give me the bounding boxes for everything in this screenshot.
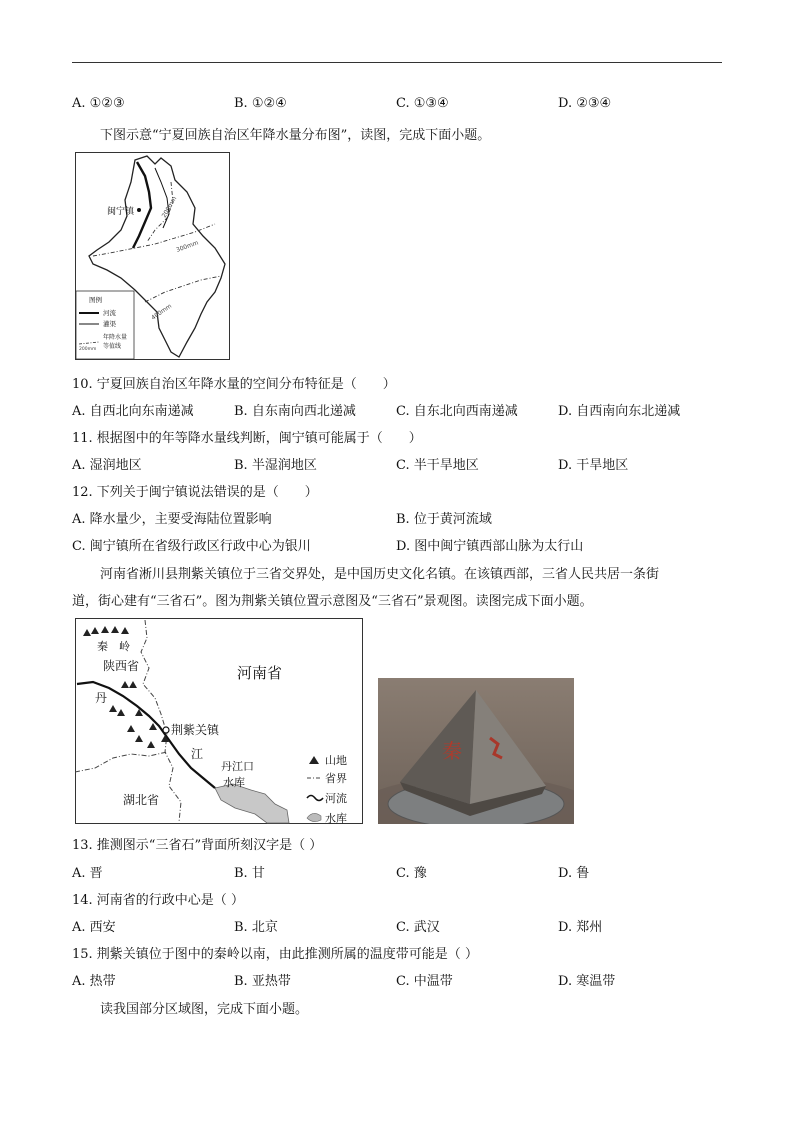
q13-stem: 13. 推测图示“三省石”背面所刻汉字是（ ） bbox=[72, 838, 323, 853]
q14-option-c[interactable]: C. 武汉 bbox=[396, 920, 440, 935]
q12-option-d[interactable]: D. 图中闽宁镇西部山脉为太行山 bbox=[396, 539, 584, 554]
intro-region-map: 读我国部分区域图，完成下面小题。 bbox=[100, 1002, 309, 1017]
legend-mountain: 山地 bbox=[325, 754, 347, 767]
q12-option-c[interactable]: C. 闽宁镇所在省级行政区行政中心为银川 bbox=[72, 539, 311, 554]
q12-option-a[interactable]: A. 降水量少，主要受海陆位置影响 bbox=[72, 512, 272, 527]
q13-option-a[interactable]: A. 晋 bbox=[72, 866, 103, 881]
q13-option-d[interactable]: D. 鲁 bbox=[558, 866, 590, 881]
q14-stem: 14. 河南省的行政中心是（ ） bbox=[72, 893, 244, 908]
henan-label: 河南省 bbox=[237, 664, 283, 682]
legend-title: 图例 bbox=[89, 296, 102, 304]
stone-character: 秦 bbox=[442, 739, 462, 763]
legend-canal: 灌渠 bbox=[103, 320, 116, 328]
legend-isohyet-1: 年降水量 bbox=[103, 334, 128, 341]
q9-option-d[interactable]: D. ②③④ bbox=[558, 96, 612, 111]
q15-option-a[interactable]: A. 热带 bbox=[72, 974, 116, 989]
legend-isohyet-2: 等值线 bbox=[103, 343, 122, 350]
three-province-stone-photo bbox=[378, 678, 574, 824]
intro-jingziguan-line1: 河南省淅川县荆紫关镇位于三省交界处，是中国历史文化名镇。在该镇西部，三省人民共居一条街 bbox=[100, 567, 660, 582]
legend-border: 省界 bbox=[325, 772, 347, 785]
jiang-label: 江 bbox=[191, 747, 204, 761]
q10-option-b[interactable]: B. 自东南向西北递减 bbox=[234, 404, 356, 419]
header-rule bbox=[72, 62, 722, 63]
q13-options bbox=[72, 862, 722, 880]
isohyet-300-label: 300mm bbox=[175, 239, 200, 254]
q12-stem: 12. 下列关于闽宁镇说法错误的是（ ） bbox=[72, 485, 318, 500]
q9-option-a[interactable]: A. ①②③ bbox=[72, 96, 125, 111]
reservoir-label-1: 丹江口 bbox=[221, 760, 254, 773]
q13-option-b[interactable]: B. 甘 bbox=[234, 866, 265, 881]
legend-river: 河流 bbox=[103, 309, 116, 317]
jingziguan-town-dot bbox=[163, 727, 169, 733]
qinling-label-1: 秦 bbox=[97, 640, 108, 653]
isohyet-400-label: 400mm bbox=[150, 302, 174, 322]
q10-option-c[interactable]: C. 自东北向西南递减 bbox=[396, 404, 518, 419]
q12-option-b[interactable]: B. 位于黄河流域 bbox=[396, 512, 492, 527]
q14-option-a[interactable]: A. 西安 bbox=[72, 920, 116, 935]
qinling-label-2: 岭 bbox=[119, 640, 130, 653]
isohyet-200-label: 200mm bbox=[160, 195, 179, 219]
reservoir-label-2: 水库 bbox=[223, 776, 245, 789]
jingziguan-location-map bbox=[75, 618, 363, 824]
q15-option-b[interactable]: B. 亚热带 bbox=[234, 974, 291, 989]
q11-stem: 11. 根据图中的年等降水量线判断，闽宁镇可能属于（ ） bbox=[72, 431, 422, 446]
q14-options bbox=[72, 916, 722, 934]
q10-options bbox=[72, 400, 722, 418]
q12-options-cd bbox=[72, 535, 722, 553]
legend-isohyet-value: 200mm bbox=[79, 347, 97, 352]
q15-option-d[interactable]: D. 寒温带 bbox=[558, 974, 616, 989]
legend-river: 河流 bbox=[325, 792, 347, 805]
q14-option-b[interactable]: B. 北京 bbox=[234, 920, 278, 935]
dan-label: 丹 bbox=[95, 691, 108, 705]
q14-option-d[interactable]: D. 郑州 bbox=[558, 920, 603, 935]
q11-options bbox=[72, 454, 722, 472]
q11-option-d[interactable]: D. 干旱地区 bbox=[558, 458, 629, 473]
map1-legend bbox=[76, 291, 134, 359]
intro-ningxia: 下图示意“宁夏回族自治区年降水量分布图”，读图，完成下面小题。 bbox=[100, 128, 491, 143]
q15-option-c[interactable]: C. 中温带 bbox=[396, 974, 453, 989]
q11-option-c[interactable]: C. 半干旱地区 bbox=[396, 458, 479, 473]
q11-option-b[interactable]: B. 半湿润地区 bbox=[234, 458, 317, 473]
q15-stem: 15. 荆紫关镇位于图中的秦岭以南，由此推测所属的温度带可能是（ ） bbox=[72, 947, 478, 962]
q9-options bbox=[72, 96, 722, 114]
minning-town-dot bbox=[137, 208, 141, 212]
q15-options bbox=[72, 970, 722, 988]
shaanxi-label: 陕西省 bbox=[103, 659, 140, 673]
q9-option-b[interactable]: B. ①②④ bbox=[234, 96, 287, 111]
q11-option-a[interactable]: A. 湿润地区 bbox=[72, 458, 142, 473]
q13-option-c[interactable]: C. 豫 bbox=[396, 866, 427, 881]
ningxia-precipitation-map bbox=[75, 152, 230, 360]
q9-option-c[interactable]: C. ①③④ bbox=[396, 96, 449, 111]
minning-town-label: 闽宁镇 bbox=[107, 207, 135, 217]
legend-reservoir: 水库 bbox=[325, 812, 347, 824]
q10-stem: 10. 宁夏回族自治区年降水量的空间分布特征是（ ） bbox=[72, 377, 396, 392]
jingziguan-town-label: 荆紫关镇 bbox=[171, 723, 220, 737]
q10-option-a[interactable]: A. 自西北向东南递减 bbox=[72, 404, 194, 419]
q12-options-ab bbox=[72, 508, 722, 526]
intro-jingziguan-line2: 道，街心建有“三省石”。图为荆紫关镇位置示意图及“三省石”景观图。读图完成下面小题。 bbox=[72, 594, 593, 609]
hubei-label: 湖北省 bbox=[123, 793, 160, 807]
q10-option-d[interactable]: D. 自西南向东北递减 bbox=[558, 404, 681, 419]
